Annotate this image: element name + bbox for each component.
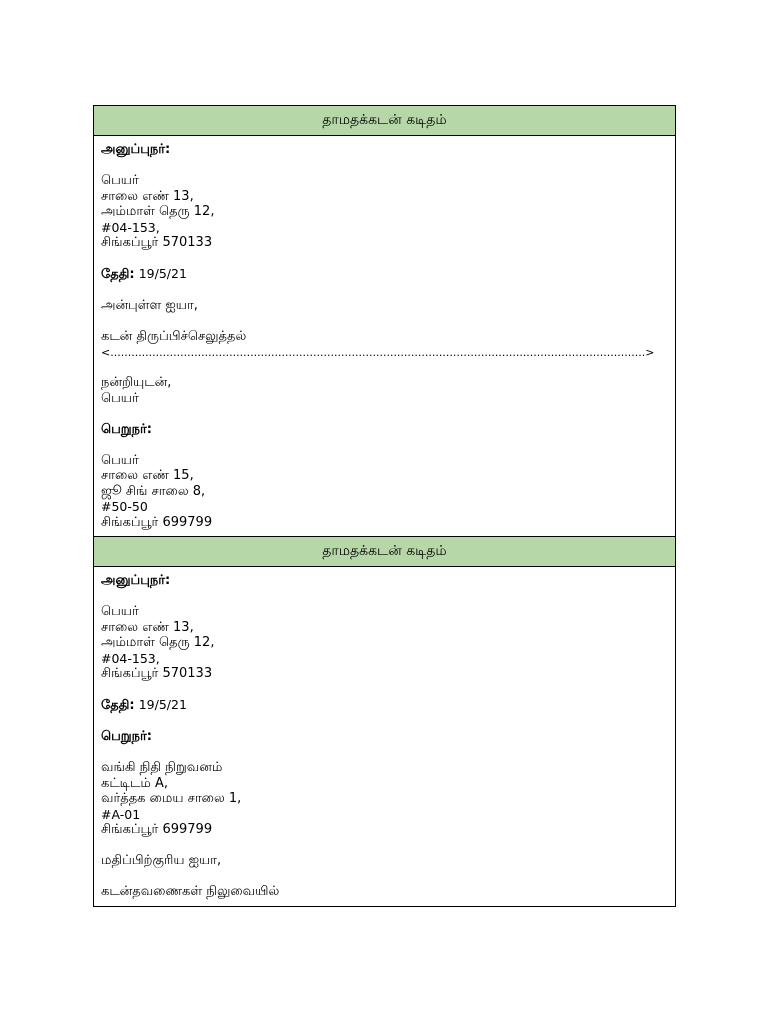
spacer: [101, 406, 668, 422]
spacer: [101, 360, 668, 376]
letter2-to-name: வங்கி நிதி நிறுவனம்: [101, 760, 223, 775]
letter1-closing-name: பெயர்: [101, 390, 139, 406]
letter1-date-row: [101, 266, 668, 283]
letter1-from-name: பெயர்: [101, 173, 139, 188]
letter2-subject: கடன்தவணைகள் நிலுவையில்: [101, 884, 280, 899]
letter1-to-name: பெயர்: [101, 452, 139, 468]
spacer: [101, 838, 668, 854]
letter1-from-line3: #04-153,: [101, 219, 160, 235]
letter2-from-line4: சிங்கப்பூர் 570133: [101, 666, 213, 681]
letter1-to-line2: ஜூ சிங் சாலை 8,: [101, 483, 206, 499]
letter2-from-label: அனுப்புநர்:: [101, 573, 171, 588]
letter2-to-line2: வர்த்தக மைய சாலை 1,: [101, 791, 242, 806]
letter2-date-label: தேதி:: [101, 698, 135, 713]
spacer: [101, 745, 668, 761]
letter2-to-line4: சிங்கப்பூர் 699799: [101, 822, 213, 837]
spacer: [101, 589, 668, 605]
letter2-from-name: பெயர்: [101, 604, 139, 619]
letter2-salutation: மதிப்பிற்குரிய ஐயா,: [101, 853, 222, 868]
letter1-from-line4: சிங்கப்பூர் 570133: [101, 235, 213, 250]
spacer: [101, 158, 668, 174]
letter2-from-line1: சாலை எண் 13,: [101, 619, 194, 635]
spacer: [101, 283, 668, 299]
letter2-title: தாமதக்கடன் கடிதம்: [94, 537, 675, 567]
letter1-from-label: அனுப்புநர்:: [101, 142, 171, 157]
letter1-to-line1: சாலை எண் 15,: [101, 468, 194, 483]
letter2-to-line1: கட்டிடம் A,: [101, 775, 168, 791]
document-page: [93, 105, 676, 907]
spacer: [101, 251, 668, 267]
letter2-date-row: [101, 697, 668, 714]
letter1-from-line2: அம்மாள் தெரு 12,: [101, 204, 215, 219]
spacer: [101, 314, 668, 330]
letter2-body: [94, 567, 675, 906]
letter2-to-line3: #A-01: [101, 806, 141, 822]
spacer: [101, 869, 668, 885]
letter1-closing: நன்றியுடன்,: [101, 375, 172, 390]
letter1-body: [94, 136, 675, 537]
spacer: [101, 714, 668, 730]
letter2-date: 19/5/21: [138, 697, 187, 712]
letter1-salutation: அன்புள்ள ஐயா,: [101, 298, 198, 313]
letter1-to-label: பெறுநர்:: [101, 421, 152, 437]
letter1-to-line3: #50-50: [101, 499, 148, 514]
letter2-from-line2: அம்மாள் தெரு 12,: [101, 635, 215, 650]
spacer: [101, 682, 668, 698]
letter1-from-line1: சாலை எண் 13,: [101, 188, 194, 204]
spacer: [101, 437, 668, 453]
letter1-title: தாமதக்கடன் கடிதம்: [94, 106, 675, 136]
letter2-from-line3: #04-153,: [101, 650, 160, 666]
letter1-body-placeholder: <.........................................................................................................................................................>: [101, 345, 655, 359]
letter1-to-line4: சிங்கப்பூர் 699799: [101, 514, 213, 530]
letter2-to-label: பெறுநர்:: [101, 729, 152, 744]
letter1-date: 19/5/21: [138, 266, 187, 281]
letter1-date-label: தேதி:: [101, 267, 135, 282]
letter1-subject: கடன் திருப்பிச்செலுத்தல்: [101, 329, 247, 344]
